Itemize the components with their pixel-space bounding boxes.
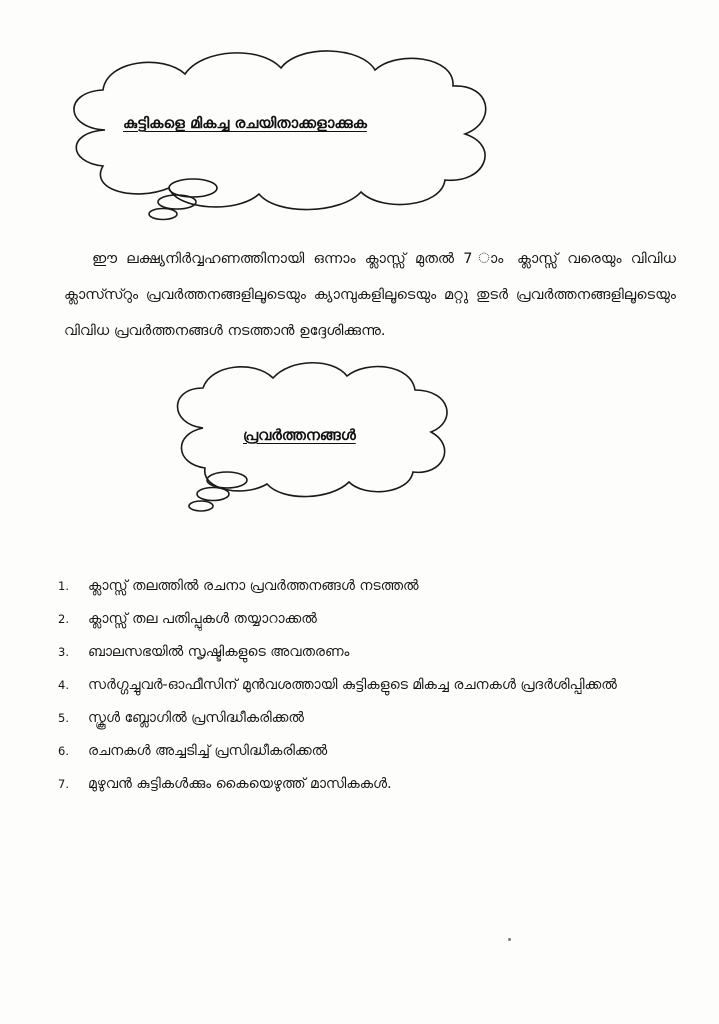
- list-item-number: 1.: [58, 579, 69, 593]
- list-item-text: ബാലസഭയിൽ സൃഷ്ടികളുടെ അവതരണം: [88, 644, 350, 660]
- heading-activities: പ്രവർത്തനങ്ങൾ: [243, 426, 356, 444]
- list-item-number: 7.: [58, 777, 69, 791]
- list-item: [58, 636, 678, 669]
- list-item-text: മുഴുവൻ കുട്ടികൾക്കും കൈയെഴുത്ത് മാസികകൾ.: [88, 776, 392, 792]
- heading-main: കുട്ടികളെ മികച്ച രചയിതാക്കളാക്കുക: [123, 114, 367, 132]
- activities-list: [58, 570, 678, 801]
- list-item: [58, 669, 678, 702]
- list-item-text: ക്ലാസ്സ് തല പതിപ്പുകൾ തയ്യാറാക്കൽ: [88, 611, 317, 627]
- list-item-text: സ്കൂൾ ബ്ലോഗിൽ പ്രസിദ്ധീകരിക്കൽ: [88, 710, 304, 726]
- list-item: [58, 768, 678, 801]
- list-item: [58, 735, 678, 768]
- list-item-number: 4.: [58, 678, 69, 692]
- list-item: [58, 702, 678, 735]
- list-item-number: 3.: [58, 645, 69, 659]
- scan-speck: [508, 938, 511, 941]
- list-item-text: സർഗ്ഗച്ചുവർ-ഓഫീസിന് മുൻവശത്തായി കുട്ടികളുടെ മികച്ച രചനകൾ പ്രദർശിപ്പിക്കൽ: [88, 677, 617, 693]
- list-item-number: 6.: [58, 744, 69, 758]
- list-item: [58, 603, 678, 636]
- list-item-number: 5.: [58, 711, 69, 725]
- thought-cloud-main: [45, 42, 525, 232]
- thought-cloud-shape: [45, 42, 525, 232]
- thought-cloud-activities: [155, 358, 485, 518]
- list-item-text: രചനകൾ അച്ചടിച്ച് പ്രസിദ്ധീകരിക്കൽ: [88, 743, 328, 759]
- list-item: [58, 570, 678, 603]
- list-item-text: ക്ലാസ്സ് തലത്തിൽ രചനാ പ്രവർത്തനങ്ങൾ നടത്തൽ: [88, 578, 419, 594]
- list-item-number: 2.: [58, 612, 69, 626]
- intro-paragraph: ഈ ലക്ഷ്യനിർവ്വഹണത്തിനായി ഒന്നാം ക്ലാസ്സ് മുതൽ 7 ാം ക്ലാസ്സ് വരെയും വിവിധ ക്ലാസ്സ്റും പ്രവർത്തനങ്ങളിലൂടെയും ക്യാമ്പുകളിലൂടെയും മറ്റു തുടർ പ്രവർത്തനങ്ങളിലൂടെയും വിവിധ പ്രവർത്തനങ്ങൾ നടത്താൻ ഉദ്ദേശിക്കുന്നു.: [64, 251, 676, 339]
